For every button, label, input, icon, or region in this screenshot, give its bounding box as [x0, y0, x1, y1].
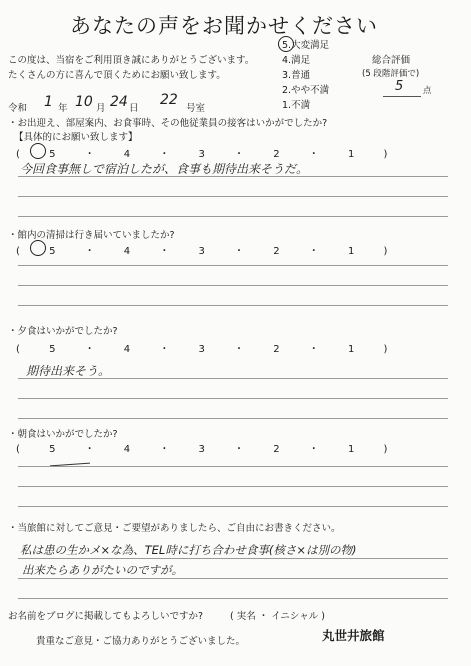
thanks-message: 貴重なご意見・ご協力ありがとうございました。 — [36, 636, 246, 647]
q5-line-2 — [18, 578, 448, 579]
q4-line-1 — [18, 466, 448, 467]
q1-rating: ( 5 ・ 4 ・ 3 ・ 2 ・ 1 ) — [16, 149, 401, 160]
q1-line-1 — [18, 176, 448, 177]
q5-line-1 — [18, 558, 448, 559]
date-month-unit: 月 — [96, 103, 106, 114]
q1-question: ・お出迎え、部屋案内、お食事時、その他従業員の接客はいかがでしたか? — [8, 118, 328, 129]
q5-question: ・当旅館に対してご意見・ご要望がありましたら、ご自由にお書きください。 — [8, 523, 341, 534]
date-day-unit: 日 — [129, 103, 139, 114]
overall-underline — [383, 96, 421, 97]
q2-question: ・館内の清掃は行き届いていましたか? — [8, 230, 175, 241]
blog-question: お名前をブログに掲載してもよろしいですか? — [8, 611, 204, 622]
q2-selected-circle — [30, 240, 46, 256]
overall-value: 5 — [395, 79, 404, 94]
scale-item-1: 1.不満 — [282, 100, 311, 111]
q5-answer-line-2: 出来たらありがたいのですが。 — [22, 563, 183, 577]
date-era: 令和 — [8, 103, 28, 114]
inn-name: 丸世井旅館 — [322, 628, 385, 643]
q3-answer: 期待出来そう。 — [26, 364, 111, 378]
q3-line-3 — [18, 418, 448, 419]
q2-rating: ( 5 ・ 4 ・ 3 ・ 2 ・ 1 ) — [16, 246, 401, 257]
overall-label: 総合評価 — [372, 55, 411, 66]
overall-sublabel: (5 段階評価で) — [362, 69, 420, 79]
overall-unit: 点 — [423, 86, 432, 96]
q4-rating: ( 5 ・ 4 ・ 3 ・ 2 ・ 1 ) — [16, 444, 401, 455]
room-unit: 号室 — [186, 103, 206, 114]
room-number: 22 — [160, 92, 178, 108]
date-year-unit: 年 — [58, 103, 68, 114]
date-day: 24 — [110, 94, 128, 110]
q1-hint: 【具体的にお願い致します】 — [14, 132, 138, 143]
q5-line-3 — [18, 598, 448, 599]
q3-line-1 — [18, 378, 448, 379]
date-month: 10 — [75, 94, 93, 110]
q3-line-2 — [18, 398, 448, 399]
q4-question: ・朝食はいかがでしたか? — [8, 429, 118, 440]
q3-rating: ( 5 ・ 4 ・ 3 ・ 2 ・ 1 ) — [16, 344, 401, 355]
q2-line-2 — [18, 285, 448, 286]
q4-line-3 — [18, 506, 448, 507]
intro-line-1: この度は、当宿をご利用頂き誠にありがとうございます。 — [8, 55, 255, 66]
q1-selected-circle — [30, 143, 46, 159]
scale-item-2: 2.やや不満 — [282, 85, 330, 96]
q4-line-2 — [18, 486, 448, 487]
scale-item-3: 3.普通 — [282, 70, 311, 81]
date-year: 1 — [44, 94, 53, 110]
q3-question: ・夕食はいかがでしたか? — [8, 326, 118, 337]
q5-answer-line-1: 私は患の生かメ×な為、TEL時に打ち合わせ食事(核さ×は別の物) — [20, 543, 357, 557]
q1-line-3 — [18, 216, 448, 217]
scale-item-5: 5.大変満足 — [282, 40, 330, 51]
q1-answer: 今回食事無しで宿泊したが、食事も期待出来そうだ。 — [20, 162, 309, 176]
q2-line-3 — [18, 305, 448, 306]
q1-line-2 — [18, 196, 448, 197]
q2-line-1 — [18, 265, 448, 266]
intro-line-2: たくさんの方に喜んで頂くためにお願い致します。 — [8, 70, 226, 81]
blog-options: ( 実名 ・ イニシャル ) — [230, 611, 325, 622]
scale-selected-circle — [278, 36, 294, 52]
survey-title: あなたの声をお聞かせください — [70, 14, 378, 38]
scale-item-4: 4.満足 — [282, 55, 311, 66]
